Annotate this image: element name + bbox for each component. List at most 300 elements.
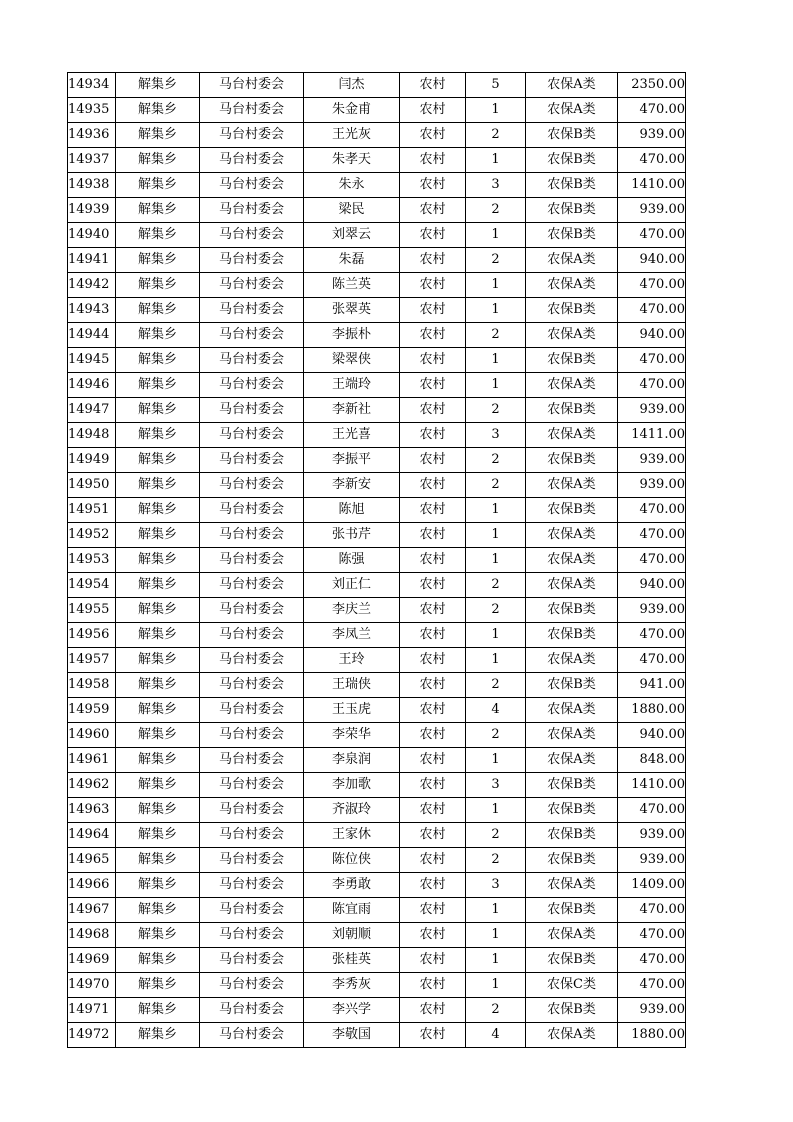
- insurance-category-cell: 农保A类: [526, 698, 618, 723]
- household-size-cell: 2: [466, 573, 526, 598]
- table-row: [68, 423, 686, 448]
- record-id-cell: 14954: [68, 573, 116, 598]
- person-name-cell: 李振朴: [304, 323, 400, 348]
- village-committee-cell: 马台村委会: [200, 523, 304, 548]
- village-committee-cell: 马台村委会: [200, 748, 304, 773]
- person-name-cell: 李秀灰: [304, 973, 400, 998]
- household-size-cell: 1: [466, 923, 526, 948]
- person-name-cell: 李振平: [304, 448, 400, 473]
- person-name-cell: 刘正仁: [304, 573, 400, 598]
- table-row: [68, 998, 686, 1023]
- area-type-cell: 农村: [400, 423, 466, 448]
- table-row: [68, 623, 686, 648]
- amount-cell: 470.00: [618, 273, 686, 298]
- township-cell: 解集乡: [116, 973, 200, 998]
- table-row: [68, 698, 686, 723]
- amount-cell: 470.00: [618, 548, 686, 573]
- household-size-cell: 3: [466, 423, 526, 448]
- amount-cell: 470.00: [618, 223, 686, 248]
- person-name-cell: 张书芹: [304, 523, 400, 548]
- record-id-cell: 14960: [68, 723, 116, 748]
- area-type-cell: 农村: [400, 573, 466, 598]
- insurance-category-cell: 农保B类: [526, 298, 618, 323]
- record-id-cell: 14937: [68, 148, 116, 173]
- insurance-category-cell: 农保B类: [526, 173, 618, 198]
- insurance-category-cell: 农保A类: [526, 548, 618, 573]
- township-cell: 解集乡: [116, 623, 200, 648]
- township-cell: 解集乡: [116, 423, 200, 448]
- table-row: [68, 598, 686, 623]
- table-row: [68, 973, 686, 998]
- insurance-category-cell: 农保B类: [526, 773, 618, 798]
- person-name-cell: 张桂英: [304, 948, 400, 973]
- household-size-cell: 2: [466, 848, 526, 873]
- area-type-cell: 农村: [400, 448, 466, 473]
- amount-cell: 1880.00: [618, 698, 686, 723]
- village-committee-cell: 马台村委会: [200, 98, 304, 123]
- insurance-category-cell: 农保B类: [526, 448, 618, 473]
- household-size-cell: 2: [466, 673, 526, 698]
- area-type-cell: 农村: [400, 623, 466, 648]
- amount-cell: 1411.00: [618, 423, 686, 448]
- household-size-cell: 1: [466, 648, 526, 673]
- record-id-cell: 14936: [68, 123, 116, 148]
- amount-cell: 1410.00: [618, 773, 686, 798]
- amount-cell: 470.00: [618, 898, 686, 923]
- amount-cell: 848.00: [618, 748, 686, 773]
- insurance-category-cell: 农保B类: [526, 148, 618, 173]
- insurance-category-cell: 农保A类: [526, 723, 618, 748]
- village-committee-cell: 马台村委会: [200, 398, 304, 423]
- area-type-cell: 农村: [400, 648, 466, 673]
- household-size-cell: 1: [466, 373, 526, 398]
- record-id-cell: 14941: [68, 248, 116, 273]
- record-id-cell: 14963: [68, 798, 116, 823]
- household-size-cell: 2: [466, 473, 526, 498]
- household-size-cell: 4: [466, 698, 526, 723]
- table-row: [68, 323, 686, 348]
- township-cell: 解集乡: [116, 1023, 200, 1048]
- person-name-cell: 李勇敢: [304, 873, 400, 898]
- village-committee-cell: 马台村委会: [200, 198, 304, 223]
- person-name-cell: 齐淑玲: [304, 798, 400, 823]
- township-cell: 解集乡: [116, 348, 200, 373]
- table-row: [68, 348, 686, 373]
- table-row: [68, 248, 686, 273]
- person-name-cell: 王端玲: [304, 373, 400, 398]
- area-type-cell: 农村: [400, 873, 466, 898]
- amount-cell: 941.00: [618, 673, 686, 698]
- person-name-cell: 王玲: [304, 648, 400, 673]
- table-row: [68, 823, 686, 848]
- village-committee-cell: 马台村委会: [200, 923, 304, 948]
- village-committee-cell: 马台村委会: [200, 623, 304, 648]
- person-name-cell: 陈强: [304, 548, 400, 573]
- township-cell: 解集乡: [116, 523, 200, 548]
- township-cell: 解集乡: [116, 548, 200, 573]
- amount-cell: 940.00: [618, 723, 686, 748]
- table-row: [68, 523, 686, 548]
- amount-cell: 939.00: [618, 398, 686, 423]
- table-row: [68, 573, 686, 598]
- amount-cell: 1880.00: [618, 1023, 686, 1048]
- insurance-category-cell: 农保B类: [526, 498, 618, 523]
- insurance-category-cell: 农保B类: [526, 948, 618, 973]
- household-size-cell: 1: [466, 498, 526, 523]
- insurance-category-cell: 农保B类: [526, 798, 618, 823]
- household-size-cell: 1: [466, 298, 526, 323]
- record-id-cell: 14948: [68, 423, 116, 448]
- area-type-cell: 农村: [400, 723, 466, 748]
- village-committee-cell: 马台村委会: [200, 173, 304, 198]
- household-size-cell: 1: [466, 948, 526, 973]
- person-name-cell: 王玉虎: [304, 698, 400, 723]
- area-type-cell: 农村: [400, 123, 466, 148]
- insurance-category-cell: 农保A类: [526, 273, 618, 298]
- area-type-cell: 农村: [400, 148, 466, 173]
- township-cell: 解集乡: [116, 873, 200, 898]
- area-type-cell: 农村: [400, 923, 466, 948]
- table-row: [68, 73, 686, 98]
- township-cell: 解集乡: [116, 698, 200, 723]
- household-size-cell: 3: [466, 173, 526, 198]
- area-type-cell: 农村: [400, 473, 466, 498]
- township-cell: 解集乡: [116, 398, 200, 423]
- household-size-cell: 1: [466, 798, 526, 823]
- insurance-category-cell: 农保B类: [526, 198, 618, 223]
- village-committee-cell: 马台村委会: [200, 548, 304, 573]
- table-row: [68, 848, 686, 873]
- amount-cell: 470.00: [618, 148, 686, 173]
- person-name-cell: 梁翠侠: [304, 348, 400, 373]
- insurance-category-cell: 农保A类: [526, 473, 618, 498]
- person-name-cell: 李新社: [304, 398, 400, 423]
- amount-cell: 470.00: [618, 648, 686, 673]
- household-size-cell: 3: [466, 873, 526, 898]
- village-committee-cell: 马台村委会: [200, 848, 304, 873]
- area-type-cell: 农村: [400, 398, 466, 423]
- area-type-cell: 农村: [400, 498, 466, 523]
- village-committee-cell: 马台村委会: [200, 473, 304, 498]
- person-name-cell: 李兴学: [304, 998, 400, 1023]
- table-row: [68, 273, 686, 298]
- village-committee-cell: 马台村委会: [200, 798, 304, 823]
- village-committee-cell: 马台村委会: [200, 673, 304, 698]
- person-name-cell: 李敬国: [304, 1023, 400, 1048]
- record-id-cell: 14965: [68, 848, 116, 873]
- insurance-category-cell: 农保A类: [526, 98, 618, 123]
- record-id-cell: 14935: [68, 98, 116, 123]
- village-committee-cell: 马台村委会: [200, 773, 304, 798]
- table-row: [68, 498, 686, 523]
- person-name-cell: 王瑞侠: [304, 673, 400, 698]
- household-size-cell: 1: [466, 273, 526, 298]
- household-size-cell: 2: [466, 998, 526, 1023]
- village-committee-cell: 马台村委会: [200, 373, 304, 398]
- record-id-cell: 14958: [68, 673, 116, 698]
- record-id-cell: 14970: [68, 973, 116, 998]
- person-name-cell: 陈兰英: [304, 273, 400, 298]
- person-name-cell: 张翠英: [304, 298, 400, 323]
- table-row: [68, 148, 686, 173]
- insurance-category-cell: 农保B类: [526, 123, 618, 148]
- household-size-cell: 2: [466, 723, 526, 748]
- township-cell: 解集乡: [116, 648, 200, 673]
- area-type-cell: 农村: [400, 898, 466, 923]
- village-committee-cell: 马台村委会: [200, 73, 304, 98]
- township-cell: 解集乡: [116, 173, 200, 198]
- table-row: [68, 223, 686, 248]
- amount-cell: 939.00: [618, 848, 686, 873]
- record-id-cell: 14964: [68, 823, 116, 848]
- record-id-cell: 14952: [68, 523, 116, 548]
- record-id-cell: 14957: [68, 648, 116, 673]
- person-name-cell: 朱孝天: [304, 148, 400, 173]
- table-row: [68, 773, 686, 798]
- township-cell: 解集乡: [116, 848, 200, 873]
- household-size-cell: 5: [466, 73, 526, 98]
- table-row: [68, 648, 686, 673]
- record-id-cell: 14938: [68, 173, 116, 198]
- area-type-cell: 农村: [400, 248, 466, 273]
- record-id-cell: 14940: [68, 223, 116, 248]
- village-committee-cell: 马台村委会: [200, 223, 304, 248]
- area-type-cell: 农村: [400, 848, 466, 873]
- amount-cell: 470.00: [618, 973, 686, 998]
- insurance-category-cell: 农保B类: [526, 673, 618, 698]
- area-type-cell: 农村: [400, 748, 466, 773]
- table-row: [68, 673, 686, 698]
- township-cell: 解集乡: [116, 223, 200, 248]
- insurance-category-cell: 农保A类: [526, 373, 618, 398]
- area-type-cell: 农村: [400, 823, 466, 848]
- amount-cell: 939.00: [618, 473, 686, 498]
- table-row: [68, 923, 686, 948]
- amount-cell: 470.00: [618, 373, 686, 398]
- insurance-category-cell: 农保A类: [526, 923, 618, 948]
- person-name-cell: 陈位侠: [304, 848, 400, 873]
- record-id-cell: 14934: [68, 73, 116, 98]
- village-committee-cell: 马台村委会: [200, 998, 304, 1023]
- insurance-category-cell: 农保B类: [526, 223, 618, 248]
- village-committee-cell: 马台村委会: [200, 648, 304, 673]
- record-id-cell: 14944: [68, 323, 116, 348]
- person-name-cell: 陈宜雨: [304, 898, 400, 923]
- township-cell: 解集乡: [116, 123, 200, 148]
- household-size-cell: 2: [466, 823, 526, 848]
- village-committee-cell: 马台村委会: [200, 348, 304, 373]
- person-name-cell: 梁民: [304, 198, 400, 223]
- household-size-cell: 2: [466, 248, 526, 273]
- area-type-cell: 农村: [400, 598, 466, 623]
- area-type-cell: 农村: [400, 548, 466, 573]
- table-row: [68, 198, 686, 223]
- area-type-cell: 农村: [400, 298, 466, 323]
- person-name-cell: 陈旭: [304, 498, 400, 523]
- area-type-cell: 农村: [400, 973, 466, 998]
- amount-cell: 470.00: [618, 348, 686, 373]
- village-committee-cell: 马台村委会: [200, 1023, 304, 1048]
- village-committee-cell: 马台村委会: [200, 898, 304, 923]
- record-id-cell: 14966: [68, 873, 116, 898]
- insurance-category-cell: 农保B类: [526, 998, 618, 1023]
- amount-cell: 470.00: [618, 623, 686, 648]
- insurance-category-cell: 农保C类: [526, 973, 618, 998]
- township-cell: 解集乡: [116, 948, 200, 973]
- township-cell: 解集乡: [116, 323, 200, 348]
- record-id-cell: 14942: [68, 273, 116, 298]
- township-cell: 解集乡: [116, 473, 200, 498]
- village-committee-cell: 马台村委会: [200, 248, 304, 273]
- household-size-cell: 3: [466, 773, 526, 798]
- area-type-cell: 农村: [400, 273, 466, 298]
- amount-cell: 940.00: [618, 573, 686, 598]
- record-id-cell: 14962: [68, 773, 116, 798]
- table-row: [68, 123, 686, 148]
- amount-cell: 1410.00: [618, 173, 686, 198]
- village-committee-cell: 马台村委会: [200, 698, 304, 723]
- township-cell: 解集乡: [116, 673, 200, 698]
- insurance-category-cell: 农保A类: [526, 523, 618, 548]
- area-type-cell: 农村: [400, 373, 466, 398]
- record-id-cell: 14968: [68, 923, 116, 948]
- area-type-cell: 农村: [400, 98, 466, 123]
- person-name-cell: 李荣华: [304, 723, 400, 748]
- area-type-cell: 农村: [400, 348, 466, 373]
- village-committee-cell: 马台村委会: [200, 598, 304, 623]
- household-size-cell: 1: [466, 523, 526, 548]
- table-row: [68, 873, 686, 898]
- insurance-category-cell: 农保A类: [526, 648, 618, 673]
- amount-cell: 940.00: [618, 248, 686, 273]
- township-cell: 解集乡: [116, 923, 200, 948]
- amount-cell: 939.00: [618, 123, 686, 148]
- table-row: [68, 398, 686, 423]
- township-cell: 解集乡: [116, 998, 200, 1023]
- insurance-category-cell: 农保B类: [526, 848, 618, 873]
- household-size-cell: 1: [466, 348, 526, 373]
- table-body: [68, 73, 686, 1048]
- person-name-cell: 李泉润: [304, 748, 400, 773]
- insurance-category-cell: 农保B类: [526, 898, 618, 923]
- record-id-cell: 14951: [68, 498, 116, 523]
- village-committee-cell: 马台村委会: [200, 973, 304, 998]
- household-size-cell: 1: [466, 98, 526, 123]
- record-id-cell: 14950: [68, 473, 116, 498]
- township-cell: 解集乡: [116, 598, 200, 623]
- township-cell: 解集乡: [116, 823, 200, 848]
- person-name-cell: 李庆兰: [304, 598, 400, 623]
- area-type-cell: 农村: [400, 773, 466, 798]
- insurance-category-cell: 农保A类: [526, 248, 618, 273]
- table-row: [68, 1023, 686, 1048]
- record-id-cell: 14953: [68, 548, 116, 573]
- household-size-cell: 1: [466, 548, 526, 573]
- township-cell: 解集乡: [116, 898, 200, 923]
- area-type-cell: 农村: [400, 1023, 466, 1048]
- area-type-cell: 农村: [400, 173, 466, 198]
- household-size-cell: 1: [466, 148, 526, 173]
- village-committee-cell: 马台村委会: [200, 498, 304, 523]
- insurance-category-cell: 农保A类: [526, 323, 618, 348]
- person-name-cell: 王光喜: [304, 423, 400, 448]
- table-row: [68, 548, 686, 573]
- household-size-cell: 2: [466, 323, 526, 348]
- amount-cell: 470.00: [618, 923, 686, 948]
- record-id-cell: 14947: [68, 398, 116, 423]
- insurance-category-cell: 农保B类: [526, 398, 618, 423]
- record-id-cell: 14939: [68, 198, 116, 223]
- township-cell: 解集乡: [116, 498, 200, 523]
- table-row: [68, 723, 686, 748]
- amount-cell: 470.00: [618, 498, 686, 523]
- village-committee-cell: 马台村委会: [200, 423, 304, 448]
- household-size-cell: 1: [466, 223, 526, 248]
- amount-cell: 939.00: [618, 998, 686, 1023]
- table-row: [68, 898, 686, 923]
- area-type-cell: 农村: [400, 998, 466, 1023]
- township-cell: 解集乡: [116, 298, 200, 323]
- record-id-cell: 14961: [68, 748, 116, 773]
- person-name-cell: 王家休: [304, 823, 400, 848]
- household-size-cell: 2: [466, 598, 526, 623]
- person-name-cell: 李加歌: [304, 773, 400, 798]
- insurance-category-cell: 农保A类: [526, 423, 618, 448]
- insurance-category-cell: 农保A类: [526, 73, 618, 98]
- table-row: [68, 798, 686, 823]
- amount-cell: 1409.00: [618, 873, 686, 898]
- record-id-cell: 14959: [68, 698, 116, 723]
- area-type-cell: 农村: [400, 323, 466, 348]
- person-name-cell: 王光灰: [304, 123, 400, 148]
- area-type-cell: 农村: [400, 798, 466, 823]
- township-cell: 解集乡: [116, 748, 200, 773]
- record-id-cell: 14946: [68, 373, 116, 398]
- township-cell: 解集乡: [116, 448, 200, 473]
- household-size-cell: 1: [466, 623, 526, 648]
- household-size-cell: 1: [466, 898, 526, 923]
- household-size-cell: 4: [466, 1023, 526, 1048]
- person-name-cell: 朱金甫: [304, 98, 400, 123]
- household-size-cell: 2: [466, 448, 526, 473]
- village-committee-cell: 马台村委会: [200, 123, 304, 148]
- village-committee-cell: 马台村委会: [200, 948, 304, 973]
- table-row: [68, 448, 686, 473]
- area-type-cell: 农村: [400, 673, 466, 698]
- record-id-cell: 14972: [68, 1023, 116, 1048]
- insurance-category-cell: 农保A类: [526, 1023, 618, 1048]
- area-type-cell: 农村: [400, 698, 466, 723]
- village-committee-cell: 马台村委会: [200, 823, 304, 848]
- person-name-cell: 朱永: [304, 173, 400, 198]
- record-id-cell: 14949: [68, 448, 116, 473]
- person-name-cell: 刘朝顺: [304, 923, 400, 948]
- amount-cell: 470.00: [618, 298, 686, 323]
- insurance-category-cell: 农保B类: [526, 598, 618, 623]
- area-type-cell: 农村: [400, 223, 466, 248]
- table-row: [68, 298, 686, 323]
- household-size-cell: 1: [466, 748, 526, 773]
- record-id-cell: 14956: [68, 623, 116, 648]
- amount-cell: 2350.00: [618, 73, 686, 98]
- record-id-cell: 14943: [68, 298, 116, 323]
- area-type-cell: 农村: [400, 73, 466, 98]
- township-cell: 解集乡: [116, 148, 200, 173]
- amount-cell: 939.00: [618, 598, 686, 623]
- insurance-category-cell: 农保A类: [526, 748, 618, 773]
- township-cell: 解集乡: [116, 723, 200, 748]
- amount-cell: 939.00: [618, 198, 686, 223]
